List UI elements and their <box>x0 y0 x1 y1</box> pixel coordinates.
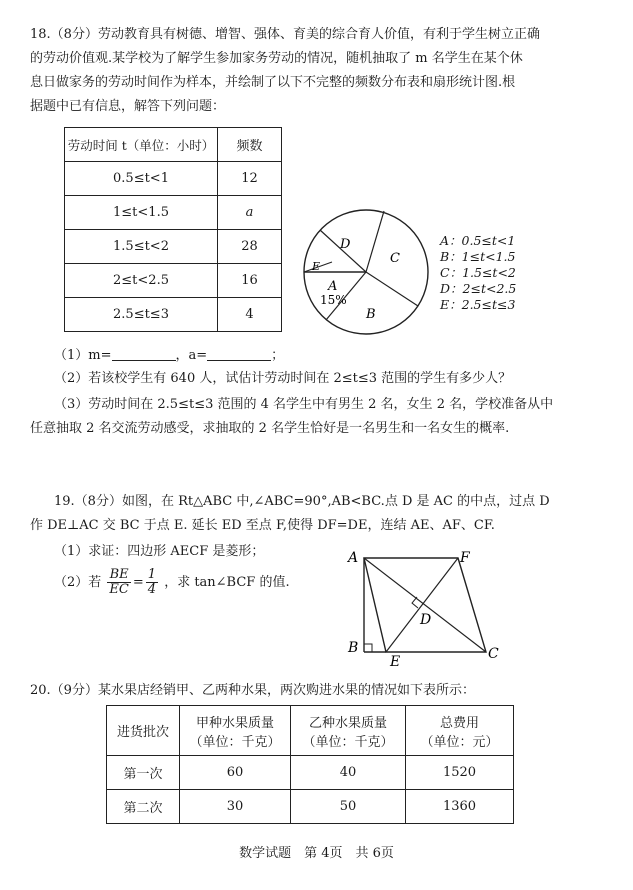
pie-label-a-percent: 15% <box>320 293 347 307</box>
pie-label-c: C <box>390 251 400 266</box>
fruit-row1-total: 1520 <box>406 756 514 790</box>
vertex-label-b: B <box>348 640 359 656</box>
freq-range-5: 2.5≤t≤3 <box>65 298 218 332</box>
page-footer: 数学试题 第 4页 共 6页 <box>239 846 394 861</box>
q19-line-1: 19.（8分）如图，在 Rt△ABC 中,∠ABC=90°,AB<BC.点 D 是 AC 的中点，过点 D <box>54 494 550 509</box>
q18-sub1 <box>54 346 284 365</box>
fruit-row2-b: 50 <box>291 790 406 824</box>
vertex-label-a: A <box>348 550 359 566</box>
fraction-numerator-1: 1 <box>147 567 157 582</box>
fruit-row2-batch: 第二次 <box>107 790 180 824</box>
q18-line-3: 息日做家务的劳动时间作为样本，并绘制了以下不完整的频数分布表和扇形统计图.根 <box>30 75 516 90</box>
freq-count-1: 12 <box>218 162 282 196</box>
rhombus-figure <box>340 548 510 670</box>
freq-header-count: 频数 <box>218 128 282 162</box>
legend-item-d: D：2≤t<2.5 <box>440 281 517 296</box>
pie-divider-dc <box>366 211 384 272</box>
legend-item-e: E：2.5≤t≤3 <box>440 297 516 312</box>
fraction-numerator-be: BE <box>107 568 130 583</box>
fraction-denominator-4: 4 <box>147 582 157 597</box>
pie-chart <box>298 202 438 342</box>
q18-sub1-end: ； <box>271 348 285 363</box>
frequency-table <box>64 127 282 332</box>
point-label-d: D <box>420 612 432 628</box>
freq-range-4: 2≤t<2.5 <box>65 264 218 298</box>
fraction-one-quarter <box>146 568 158 597</box>
point-label-e: E <box>390 654 401 670</box>
vertex-label-c: C <box>488 646 499 662</box>
q19-sub2-suffix: ，求 tan∠BCF 的值. <box>164 575 290 590</box>
pie-divider-cb <box>366 272 418 306</box>
freq-range-1: 0.5≤t<1 <box>65 162 218 196</box>
q18-sub2: （2）若该校学生有 640 人，试估计劳动时间在 2≤t≤3 范围的学生有多少人？ <box>54 371 512 386</box>
q18-line-2: 的劳动价值观.某学校为了解学生参加家务劳动的情况，随机抽取了 m 名学生在某个休 <box>30 51 523 66</box>
legend-item-b: B：1≤t<1.5 <box>440 249 516 264</box>
fraction-denominator-ec: EC <box>109 582 129 597</box>
answer-blank-a[interactable] <box>207 346 271 361</box>
freq-count-4: 16 <box>218 264 282 298</box>
right-angle-b <box>364 644 372 652</box>
freq-count-2: a <box>218 196 282 230</box>
vertex-label-f: F <box>460 550 470 566</box>
pie-legend <box>440 233 516 313</box>
fruit-header-a <box>180 706 291 756</box>
pie-label-a: A <box>328 279 338 294</box>
fruit-purchase-table <box>106 705 514 824</box>
fruit-row1-batch: 第一次 <box>107 756 180 790</box>
fraction-be-ec <box>107 568 130 597</box>
fruit-row1-a: 60 <box>180 756 291 790</box>
fruit-header-a-title: 甲种水果质量 <box>195 715 274 731</box>
fruit-header-b-title: 乙种水果质量 <box>308 715 387 731</box>
q18-sub3-line1: （3）劳动时间在 2.5≤t≤3 范围的 4 名学生中有男生 2 名，女生 2 名，学校准备从中 <box>54 397 554 412</box>
legend-item-c: C：1.5≤t<2 <box>440 265 516 280</box>
q18-line-1: 18.（8分）劳动教育具有树德、增智、强体、育美的综合育人价值，有利于学生树立正确 <box>30 27 540 42</box>
fruit-header-b-unit: （单位：千克） <box>302 734 394 750</box>
fruit-header-a-unit: （单位：千克） <box>189 734 281 750</box>
fruit-row2-a: 30 <box>180 790 291 824</box>
fruit-header-batch: 进货批次 <box>107 706 180 756</box>
q18-sub3-line2: 任意抽取 2 名交流劳动感受，求抽取的 2 名学生恰好是一名男生和一名女生的概率. <box>30 421 510 436</box>
fruit-header-total-unit: （单位：元） <box>420 734 499 750</box>
fruit-header-total <box>406 706 514 756</box>
freq-count-5: 4 <box>218 298 282 332</box>
fruit-row2-total: 1360 <box>406 790 514 824</box>
freq-range-2: 1≤t<1.5 <box>65 196 218 230</box>
q18-sub1-prefix: （1）m= <box>54 348 112 363</box>
freq-count-3: 28 <box>218 230 282 264</box>
fruit-header-total-title: 总费用 <box>439 715 479 731</box>
pie-label-e: E <box>312 260 321 273</box>
fruit-header-b <box>291 706 406 756</box>
q19-line-2: 作 DE⊥AC 交 BC 于点 E. 延长 ED 至点 F,使得 DF=DE，连结 AE、AF、CF. <box>30 518 495 533</box>
q19-sub1: （1）求证：四边形 AECF 是菱形； <box>54 544 265 559</box>
q18-line-4: 据题中已有信息，解答下列问题： <box>30 99 226 114</box>
diagonal-ef <box>386 558 458 652</box>
answer-blank-m[interactable] <box>112 346 176 361</box>
pie-label-b: B <box>366 307 376 322</box>
q18-sub1-mid: ，a= <box>175 348 208 363</box>
freq-range-3: 1.5≤t<2 <box>65 230 218 264</box>
q19-sub2-prefix: （2）若 <box>54 575 102 590</box>
pie-label-d: D <box>340 237 351 252</box>
freq-header-time: 劳动时间 t（单位：小时） <box>65 128 218 162</box>
q20-intro: 20.（9分）某水果店经销甲、乙两种水果，两次购进水果的情况如下表所示： <box>30 683 475 698</box>
q19-sub2 <box>54 568 290 597</box>
q19-equals: = <box>132 575 144 590</box>
fruit-row1-b: 40 <box>291 756 406 790</box>
legend-item-a: A：0.5≤t<1 <box>440 233 516 248</box>
